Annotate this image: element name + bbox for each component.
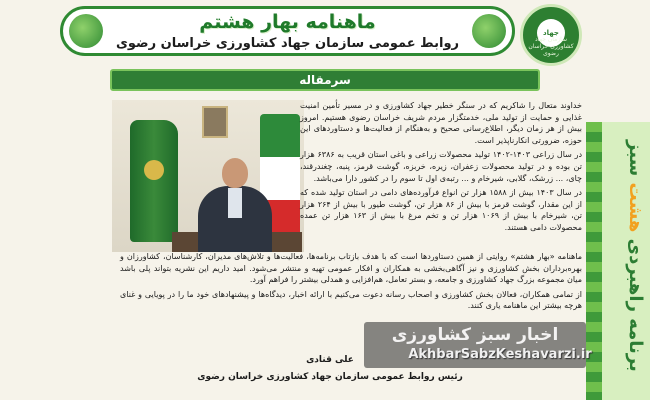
watermark-fa: اخبار سبز کشاورزی	[391, 325, 559, 345]
person-shirt	[228, 188, 242, 218]
section-heading-bar	[110, 69, 540, 91]
article-paragraph-5: از تمامی همکاران، فعالان بخش کشاورزی و اصحاب رسانه دعوت می‌کنیم با ارائه اخبار، دیدگاه‌ها و پیشنهادهای خود ما را در پویایی و غنای هرچه بیشتر این ماهنامه یاری کنند.	[120, 289, 582, 311]
side-banner-text-a: برنامه راهبردی	[625, 232, 646, 372]
header-banner	[60, 6, 515, 56]
logo-emblem: جهاد	[537, 19, 565, 47]
watermark-en: AkhbarSabzKeshavarzi.ir	[408, 347, 592, 362]
side-banner-text-c: سبز	[625, 140, 646, 183]
author-photo	[112, 100, 304, 252]
person-figure	[198, 158, 272, 252]
green-flag	[130, 120, 178, 242]
article-paragraph-2: در سال زراعی ۱۴۰۳-۱۴۰۲ تولید محصولات زراعی و باغی استان قریب به ۶۳۸۶ هزار تن بوده و در تولید محصولات زعفران، زیره، خربزه، گوشت قرمز، پنبه، چغندرقند، چای، ... زرشک، گلابی، شیرخام و ... رتبه‌ی اول تا سوم را در کشور دارا می‌باشد.	[300, 150, 583, 183]
wall-portrait	[202, 106, 228, 138]
person-head	[222, 158, 248, 188]
section-heading: سرمقاله	[299, 73, 351, 87]
article-paragraph-1: خداوند متعال را شاکریم که در سنگر خطیر جهاد کشاورزی و در مسیر تأمین امنیت غذایی و حمایت از تولید ملی، خدمتگزار مردم شریف خراسان رضوی هستیم. امروز بیش از هر زمان دیگر، اطلاع‌رسانی صحیح و به‌هنگام از فعالیت‌ها و دستاوردهای این حوزه، ضرورتی انکارناپذیر است.	[300, 101, 582, 145]
organization-logo	[520, 4, 582, 66]
signature-title: رئیس روابط عمومی سازمان جهاد کشاورزی خراسان رضوی	[197, 372, 463, 382]
magazine-title: ماهنامه بهار هشتم	[199, 11, 376, 33]
article-paragraph-3: در سال ۱۴۰۳ بیش از ۱۵۸۸ هزار تن انواع فرآورده‌های دامی در استان تولید شده که از این مقدار، گوشت قرمز با بیش از ۸۶ هزار تن، گوشت طیور با بیش از ۲۶۴ هزار تن، شیرخام با بیش از ۱۰۶۹ هزار تن و تخم مرغ با بیش از ۱۶۳ هزار تن عمده محصولات دامی هستند.	[300, 188, 583, 232]
magazine-subtitle: روابط عمومی سازمان جهاد کشاورزی خراسان رضوی	[115, 36, 460, 51]
side-banner-text-b: هشت	[625, 182, 646, 233]
logo-ring-text: سازمان جهاد کشاورزی خراسان رضوی	[528, 36, 574, 57]
signature-name: علی قنادی	[306, 355, 354, 365]
article-paragraph-4: ماهنامه «بهار هشتم» روایتی از همین دستاوردها است که با هدف بازتاب برنامه‌ها، فعالیت‌ها و تلاش‌های مدیران، کارشناسان، کشاورزان و بهره‌برداران بخش کشاورزی و نیز آگاهی‌بخشی به همکاران و افکار عمومی تهیه و منتشر می‌شود. امید داریم این نشریه بتواند پلی باشد میان مجموعه بزرگ جهاد کشاورزی و جامعه، و بستر تعامل، هم‌افزایی و همدلی بیشتر را فراهم آورد.	[120, 252, 582, 285]
editorial-article-continued	[120, 251, 582, 315]
